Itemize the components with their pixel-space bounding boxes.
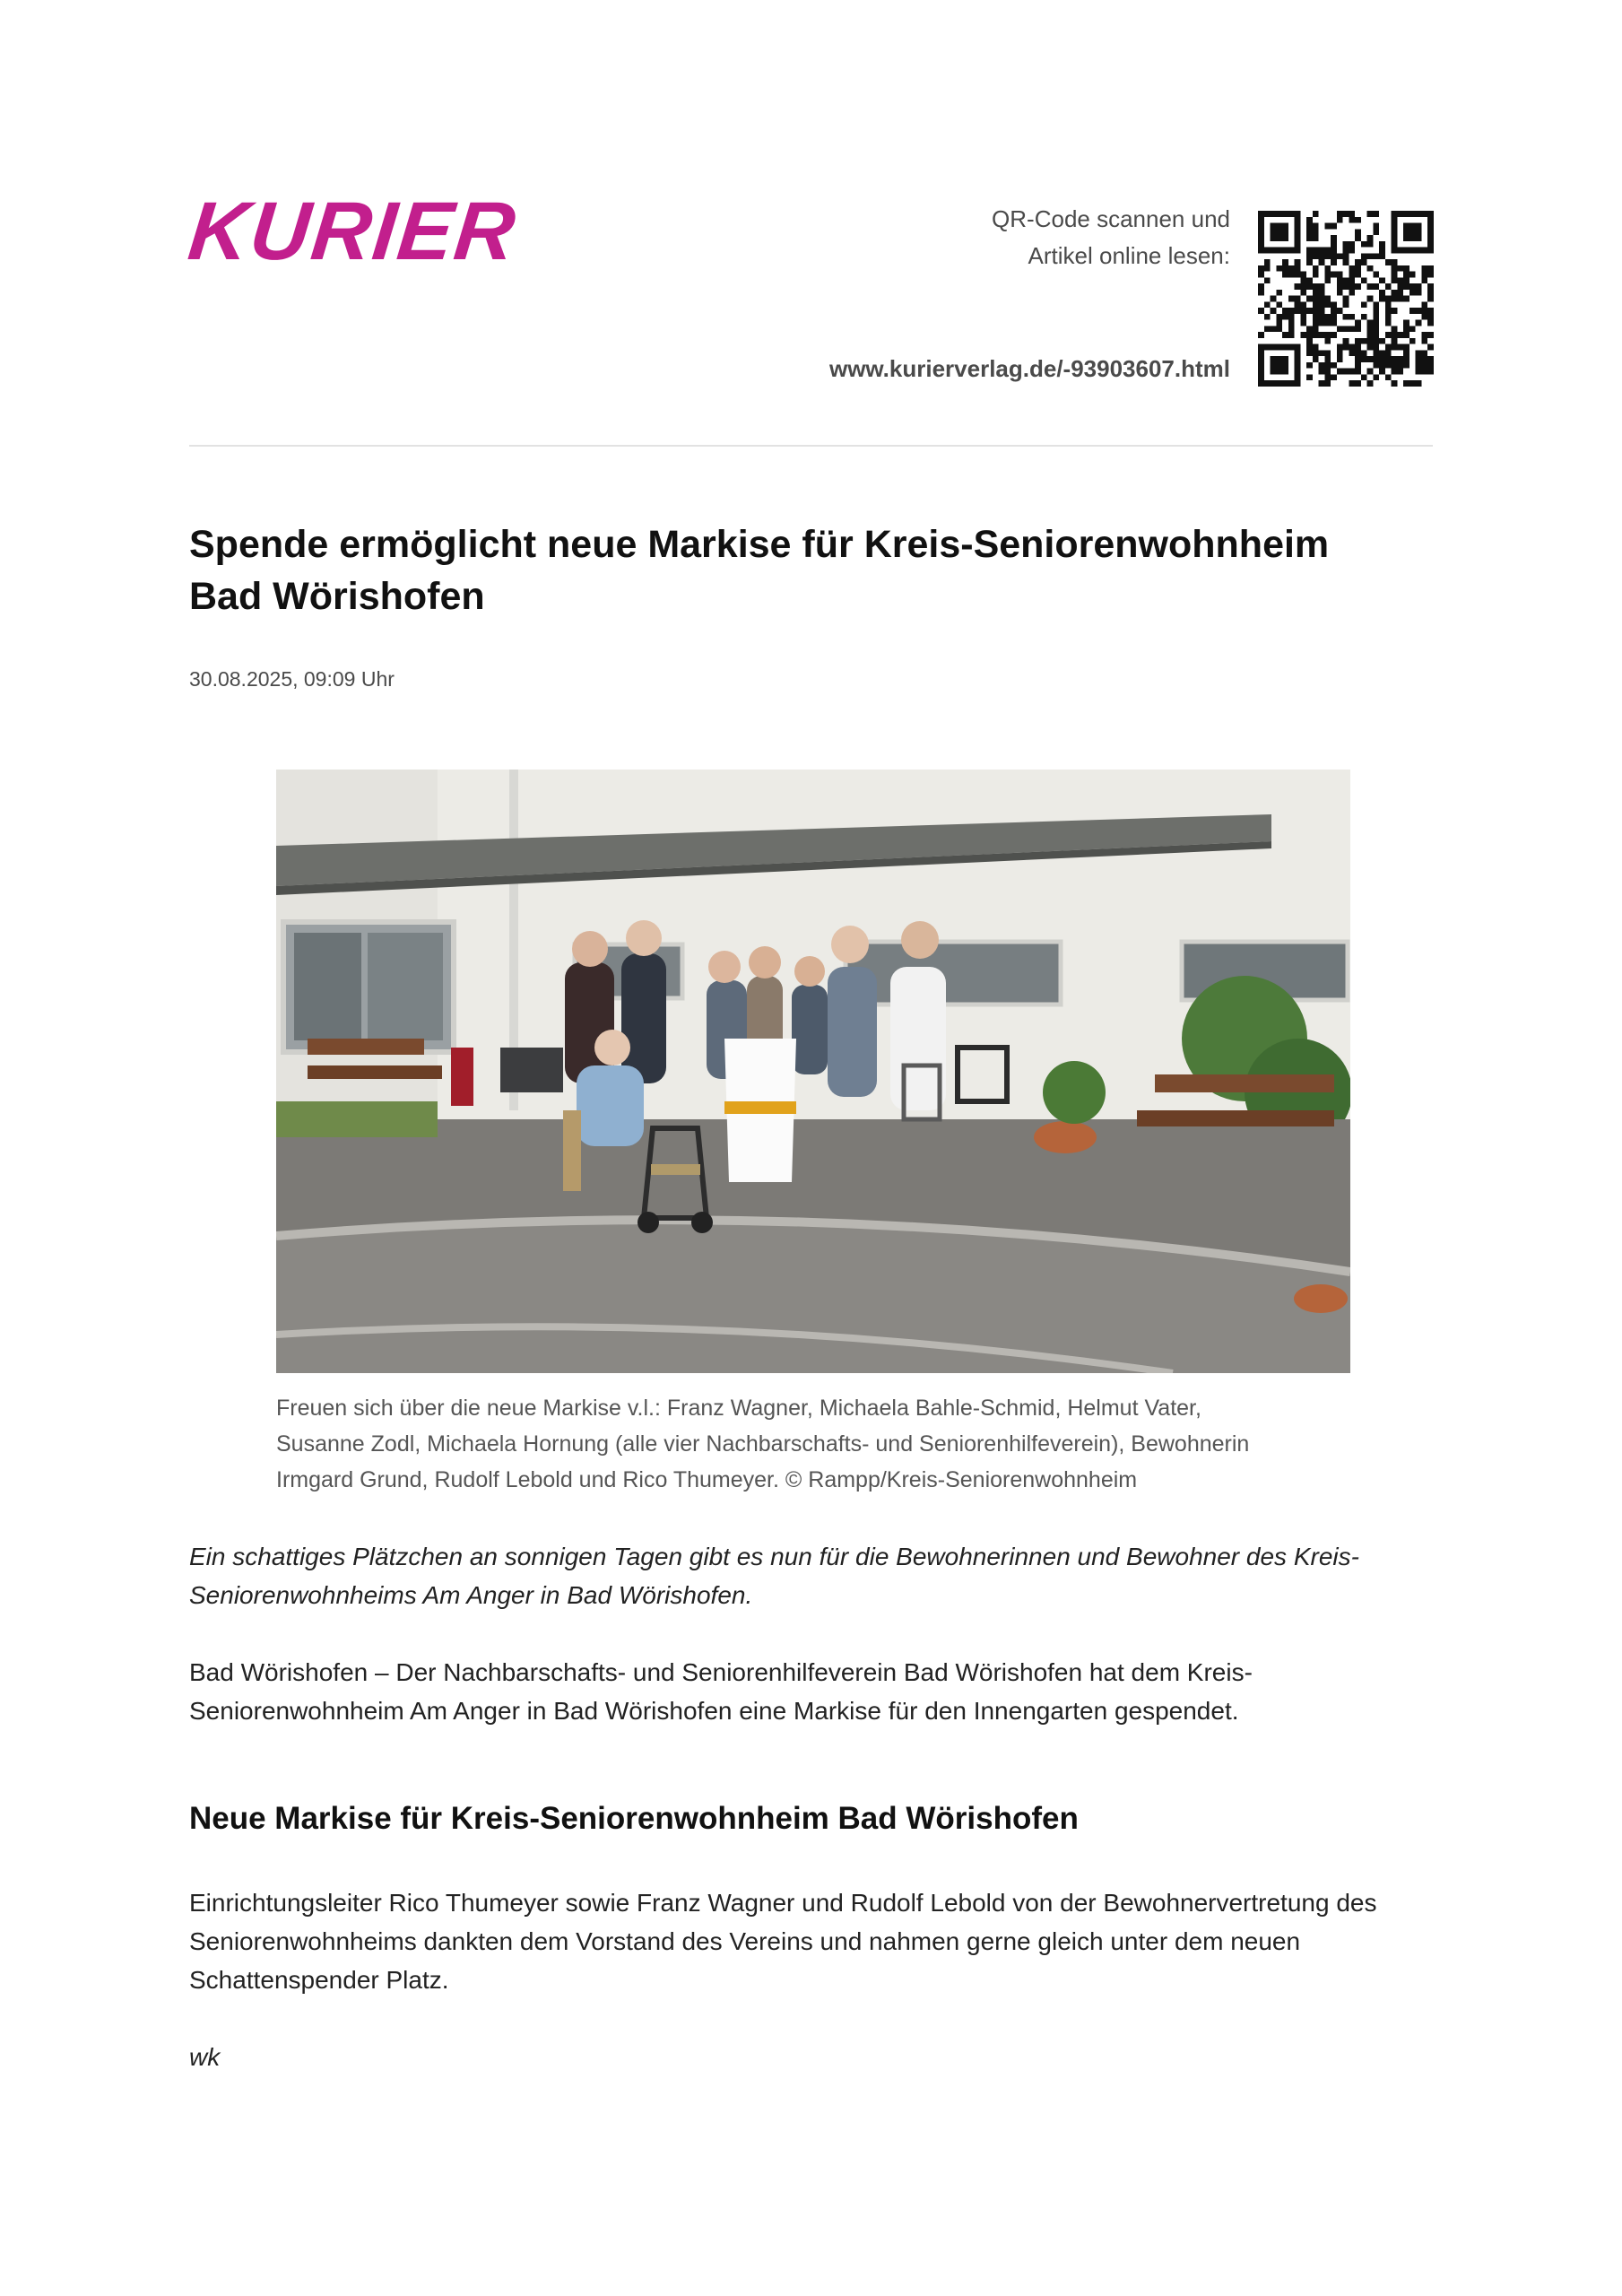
paragraph-line: Seniorenwohnheim Am Anger in Bad Wörishofen eine Markise für den Innengarten gespendet. bbox=[189, 1697, 1239, 1725]
lead-line: Ein schattiges Plätzchen an sonnigen Tagen gibt es nun für die Bewohnerinnen und Bewohner des Kreis- bbox=[189, 1543, 1359, 1570]
article-url[interactable]: www.kurierverlag.de/-93903607.html bbox=[828, 355, 1230, 382]
article-photo bbox=[276, 770, 1350, 1373]
article-paragraph bbox=[189, 1653, 1444, 1730]
qr-prompt bbox=[992, 201, 1230, 274]
image-caption bbox=[276, 1390, 1379, 1498]
author-initials: wk bbox=[189, 2043, 221, 2071]
caption-line: Susanne Zodl, Michaela Hornung (alle vier Nachbarschafts- und Seniorenhilfeverein), Bewohnerin bbox=[276, 1431, 1250, 1457]
article-subheading: Neue Markise für Kreis-Seniorenwohnheim Bad Wörishofen bbox=[189, 1801, 1079, 1836]
paragraph-line: Seniorenwohnheims dankten dem Vorstand des Vereins und nahmen gerne gleich unter dem neuen bbox=[189, 1927, 1301, 1955]
kurier-logo[interactable]: KURIER bbox=[184, 186, 522, 277]
caption-line: Freuen sich über die neue Markise v.l.: Franz Wagner, Michaela Bahle-Schmid, Helmut Vater, bbox=[276, 1396, 1201, 1421]
article-lead bbox=[189, 1537, 1444, 1614]
header-divider bbox=[189, 445, 1433, 447]
caption-line: Irmgard Grund, Rudolf Lebold und Rico Thumeyer. © Rampp/Kreis-Seniorenwohnheim bbox=[276, 1467, 1138, 1492]
publish-date: 30.08.2025, 09:09 Uhr bbox=[189, 667, 395, 691]
qr-prompt-line: Artikel online lesen: bbox=[1028, 242, 1230, 269]
paragraph-line: Einrichtungsleiter Rico Thumeyer sowie Franz Wagner und Rudolf Lebold von der Bewohnervertretung des bbox=[189, 1889, 1377, 1917]
article-title bbox=[189, 518, 1444, 622]
title-line: Spende ermöglicht neue Markise für Kreis-Seniorenwohnheim bbox=[189, 523, 1330, 566]
title-line: Bad Wörishofen bbox=[189, 575, 485, 618]
article-paragraph bbox=[189, 1883, 1444, 1999]
paragraph-line: Schattenspender Platz. bbox=[189, 1966, 449, 1994]
paragraph-line: Bad Wörishofen – Der Nachbarschafts- und Seniorenhilfeverein Bad Wörishofen hat dem Kreis- bbox=[189, 1658, 1253, 1686]
lead-line: Seniorenwohnheims Am Anger in Bad Wörishofen. bbox=[189, 1581, 753, 1609]
qr-code-icon[interactable] bbox=[1258, 211, 1434, 387]
qr-prompt-line: QR-Code scannen und bbox=[992, 205, 1230, 232]
